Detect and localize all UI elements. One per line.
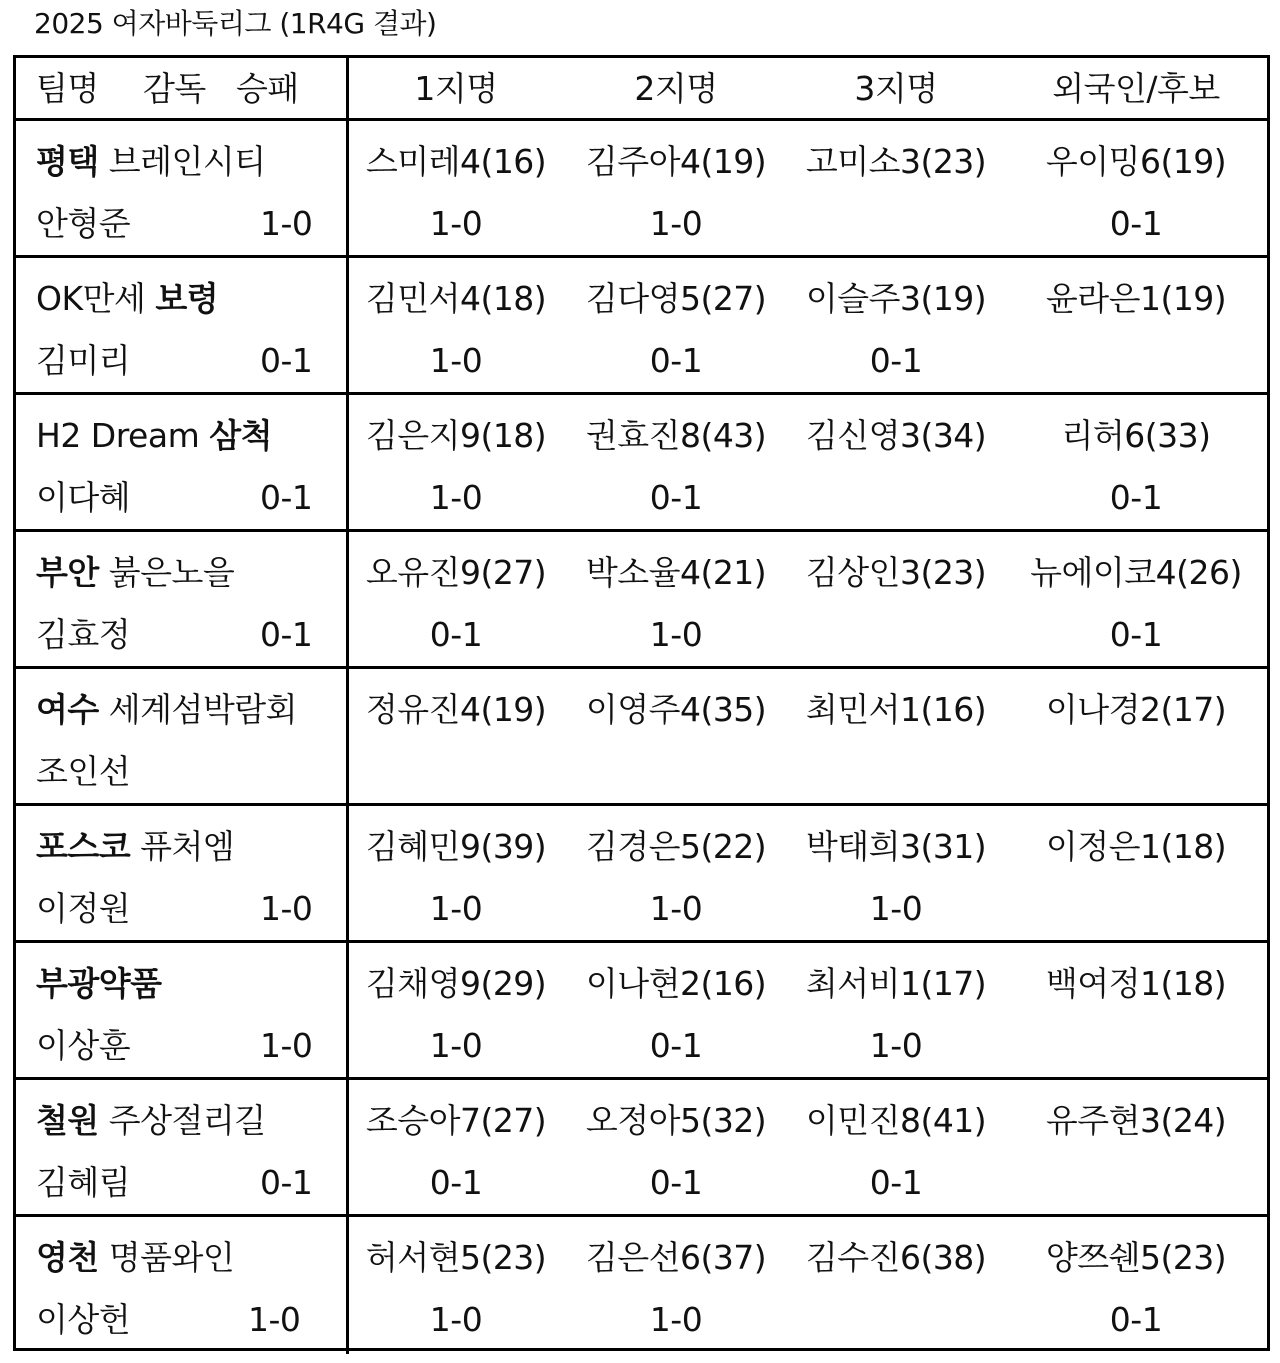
player-name: 양쯔쉔5(23) (1045, 1238, 1227, 1277)
team-record: 1-0 (260, 1026, 313, 1065)
player-result (1016, 741, 1256, 803)
player-name: 뉴에이코4(26) (1030, 553, 1242, 592)
team-city: 부안 (36, 553, 99, 592)
player-name: 박소율4(21) (585, 553, 767, 592)
team-name (36, 1227, 234, 1289)
player-name: 이민진8(41) (805, 1101, 987, 1140)
player-result: 1-0 (429, 478, 483, 517)
player-name: 김다영5(27) (585, 279, 767, 318)
team-name (36, 405, 272, 467)
team-record: 1-0 (260, 204, 313, 243)
coach-name: 김효정 (36, 615, 131, 654)
team-sponsor: 브레인시티 (98, 142, 266, 181)
player-name: 김주아4(19) (585, 142, 767, 181)
header-row (16, 58, 1267, 121)
team-record: 0-1 (260, 341, 313, 380)
team-row (16, 258, 1267, 395)
player-name: 리허6(33) (1061, 416, 1211, 455)
player-name: 김은지9(18) (365, 416, 547, 455)
team-city: 보령 (155, 279, 219, 318)
team-city: 철원 (36, 1101, 99, 1140)
coach-name: 이정원 (36, 889, 131, 928)
player-result: 0-1 (649, 341, 703, 380)
team-row (16, 532, 1267, 669)
player-result: 1-0 (649, 204, 703, 243)
player-name: 김은선6(37) (585, 1238, 767, 1277)
team-record: 0-1 (260, 615, 313, 654)
player-result (1016, 330, 1256, 392)
header-pick-2: 2지명 (634, 69, 718, 108)
results-table (13, 55, 1270, 1351)
team-row (16, 1080, 1267, 1217)
player-name: 정유진4(19) (365, 690, 547, 729)
team-name (36, 816, 234, 878)
player-name: 김수진6(38) (805, 1238, 987, 1277)
player-result (346, 741, 566, 803)
player-result (786, 604, 1006, 666)
player-result (786, 467, 1006, 529)
header-coach: 감독 (143, 69, 206, 108)
player-name: 이나현2(16) (585, 964, 767, 1003)
player-result: 0-1 (429, 615, 483, 654)
player-result: 0-1 (1109, 1300, 1163, 1339)
team-city: 평택 (36, 142, 99, 181)
coach-name: 이다혜 (36, 478, 131, 517)
player-result (1016, 1015, 1256, 1077)
team-name-prefix: OK만세 (36, 279, 156, 318)
header-pick-1: 1지명 (414, 69, 498, 108)
player-result (786, 1289, 1006, 1351)
team-sponsor: 세계섬박람회 (98, 690, 298, 729)
player-result: 1-0 (429, 889, 483, 928)
player-name: 고미소3(23) (805, 142, 987, 181)
player-name: 이슬주3(19) (805, 279, 987, 318)
team-row (16, 395, 1267, 532)
team-row (16, 121, 1267, 258)
player-name: 김상인3(23) (805, 553, 987, 592)
team-row (16, 1217, 1267, 1354)
player-result: 1-0 (429, 1300, 483, 1339)
team-row (16, 806, 1267, 943)
header-foreign-reserve: 외국인/후보 (1052, 69, 1220, 108)
player-result: 1-0 (649, 615, 703, 654)
team-sponsor: 퓨처엠 (130, 827, 235, 866)
player-name: 허서현5(23) (365, 1238, 547, 1277)
header-pick-3: 3지명 (854, 69, 938, 108)
player-name: 김채영9(29) (365, 964, 547, 1003)
coach-name: 이상헌 (36, 1300, 131, 1339)
player-name: 윤라은1(19) (1045, 279, 1227, 318)
player-result: 0-1 (1109, 615, 1163, 654)
player-result: 1-0 (869, 1026, 923, 1065)
player-result: 0-1 (649, 1163, 703, 1202)
player-name: 최민서1(16) (805, 690, 987, 729)
player-name: 유주현3(24) (1045, 1101, 1227, 1140)
player-result (1016, 878, 1256, 940)
player-result: 0-1 (869, 1163, 923, 1202)
player-result (786, 193, 1006, 255)
player-name: 오유진9(27) (365, 553, 547, 592)
team-name (36, 953, 162, 1015)
player-result: 1-0 (649, 1300, 703, 1339)
player-result: 0-1 (1109, 204, 1163, 243)
player-name: 이영주4(35) (585, 690, 767, 729)
coach-name: 김미리 (36, 341, 131, 380)
player-name: 이정은1(18) (1045, 827, 1227, 866)
team-name (36, 1090, 266, 1152)
player-name: 오정아5(32) (585, 1101, 767, 1140)
team-name (36, 268, 218, 330)
team-record: 0-1 (260, 1163, 313, 1202)
player-result: 1-0 (429, 1026, 483, 1065)
player-name: 김경은5(22) (585, 827, 767, 866)
player-result: 1-0 (869, 889, 923, 928)
player-name: 이나경2(17) (1045, 690, 1227, 729)
player-result: 1-0 (649, 889, 703, 928)
team-row (16, 669, 1267, 806)
player-result: 0-1 (649, 478, 703, 517)
player-name: 우이밍6(19) (1045, 142, 1227, 181)
team-sponsor: 붉은노을 (98, 553, 235, 592)
player-result (1016, 1152, 1256, 1214)
player-name: 조승아7(27) (365, 1101, 547, 1140)
player-result: 1-0 (429, 204, 483, 243)
player-result (566, 741, 786, 803)
coach-name: 조인선 (36, 752, 131, 791)
coach-name: 안형준 (36, 204, 131, 243)
player-result: 0-1 (649, 1026, 703, 1065)
header-record: 승패 (236, 69, 299, 108)
team-name (36, 679, 297, 741)
player-name: 최서비1(17) (805, 964, 987, 1003)
team-name (36, 131, 266, 193)
team-row (16, 943, 1267, 1080)
player-name: 김민서4(18) (365, 279, 547, 318)
team-city: 영천 (36, 1238, 99, 1277)
player-result: 0-1 (1109, 478, 1163, 517)
team-record: 0-1 (260, 478, 313, 517)
header-team: 팀명 (36, 69, 99, 108)
player-name: 김혜민9(39) (365, 827, 547, 866)
player-name: 스미레4(16) (365, 142, 547, 181)
team-record: 1-0 (248, 1300, 301, 1339)
coach-name: 이상훈 (36, 1026, 131, 1065)
team-city: 포스코 (36, 827, 131, 866)
player-result (786, 741, 1006, 803)
team-city: 부광약품 (36, 964, 162, 1003)
player-name: 김신영3(34) (805, 416, 987, 455)
team-sponsor: 주상절리길 (98, 1101, 266, 1140)
team-sponsor: 명품와인 (98, 1238, 235, 1277)
document-title: 2025 여자바둑리그 (1R4G 결과) (34, 7, 437, 40)
player-result: 1-0 (429, 341, 483, 380)
player-result: 0-1 (429, 1163, 483, 1202)
player-result: 0-1 (869, 341, 923, 380)
coach-name: 김혜림 (36, 1163, 131, 1202)
team-name (36, 542, 234, 604)
team-city: 여수 (36, 690, 99, 729)
player-name: 박태희3(31) (805, 827, 987, 866)
team-name-prefix: H2 Dream (36, 416, 210, 455)
team-city: 삼척 (209, 416, 272, 455)
player-name: 백여정1(18) (1045, 964, 1227, 1003)
player-name: 권효진8(43) (585, 416, 767, 455)
team-record: 1-0 (260, 889, 313, 928)
